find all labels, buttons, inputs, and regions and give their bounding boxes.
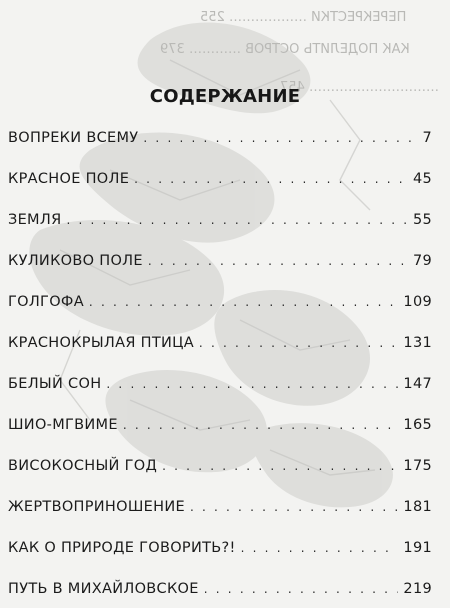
toc-entry[interactable] bbox=[8, 497, 432, 538]
toc-dot-leader bbox=[190, 497, 398, 517]
toc-dot-leader bbox=[89, 292, 399, 312]
toc-entry-page-number: 181 bbox=[403, 499, 432, 515]
toc-entry-page-number: 45 bbox=[412, 171, 432, 187]
toc-entry-page-number: 55 bbox=[412, 212, 432, 228]
toc-entry-title: КАК О ПРИРОДЕ ГОВОРИТЬ?! bbox=[8, 540, 236, 556]
toc-entry-page-number: 165 bbox=[403, 417, 432, 433]
toc-dot-leader bbox=[148, 251, 408, 271]
toc-entry-title: ГОЛГОФА bbox=[8, 294, 84, 310]
toc-dot-leader bbox=[134, 169, 408, 189]
toc-dot-leader bbox=[123, 415, 399, 435]
table-of-contents bbox=[8, 128, 432, 608]
toc-entry[interactable] bbox=[8, 579, 432, 608]
toc-dot-leader bbox=[162, 456, 398, 476]
toc-entry[interactable] bbox=[8, 538, 432, 579]
bleed-line: ………………………… 457 bbox=[280, 80, 439, 95]
toc-entry-page-number: 191 bbox=[403, 540, 432, 556]
toc-entry-title: ВИСОКОСНЫЙ ГОД bbox=[8, 458, 158, 474]
toc-entry-title: ПУТЬ В МИХАЙЛОВСКОЕ bbox=[8, 581, 199, 597]
bleed-line: ПЕРЕКРЕСТКИ ……………… 255 bbox=[200, 10, 407, 25]
toc-entry[interactable] bbox=[8, 169, 432, 210]
toc-dot-leader bbox=[199, 333, 399, 353]
page-title: СОДЕРЖАНИЕ bbox=[149, 86, 301, 107]
toc-entry-title: ЗЕМЛЯ bbox=[8, 212, 62, 228]
toc-dot-leader bbox=[66, 210, 407, 230]
toc-entry-page-number: 79 bbox=[412, 253, 432, 269]
toc-entry-title: ЖЕРТВОПРИНОШЕНИЕ bbox=[8, 499, 185, 515]
toc-entry-title: ВОПРЕКИ ВСЕМУ bbox=[8, 130, 139, 146]
toc-dot-leader bbox=[106, 374, 398, 394]
toc-entry-title: БЕЛЫЙ СОН bbox=[8, 376, 102, 392]
toc-entry[interactable] bbox=[8, 292, 432, 333]
toc-entry[interactable] bbox=[8, 456, 432, 497]
toc-entry-title: ШИО-МГВИМЕ bbox=[8, 417, 118, 433]
bleed-through-text bbox=[0, 0, 450, 100]
toc-entry-title: КРАСНОЕ ПОЛЕ bbox=[8, 171, 130, 187]
toc-entry-page-number: 131 bbox=[403, 335, 432, 351]
toc-entry[interactable] bbox=[8, 415, 432, 456]
toc-dot-leader bbox=[143, 128, 417, 148]
toc-entry[interactable] bbox=[8, 374, 432, 415]
toc-entry-page-number: 175 bbox=[403, 458, 432, 474]
toc-dot-leader bbox=[241, 538, 399, 558]
toc-entry-page-number: 7 bbox=[422, 130, 432, 146]
toc-entry-title: КРАСНОКРЫЛАЯ ПТИЦА bbox=[8, 335, 194, 351]
bleed-line: КАК ПОДЕЛИТЬ ОСТРОВ ………… 379 bbox=[160, 42, 410, 57]
toc-entry-page-number: 147 bbox=[403, 376, 432, 392]
toc-entry-title: КУЛИКОВО ПОЛЕ bbox=[8, 253, 143, 269]
toc-entry-page-number: 109 bbox=[403, 294, 432, 310]
toc-entry[interactable] bbox=[8, 128, 432, 169]
toc-entry[interactable] bbox=[8, 251, 432, 292]
toc-entry-page-number: 219 bbox=[403, 581, 432, 597]
toc-entry[interactable] bbox=[8, 210, 432, 251]
toc-dot-leader bbox=[204, 579, 399, 599]
toc-entry[interactable] bbox=[8, 333, 432, 374]
